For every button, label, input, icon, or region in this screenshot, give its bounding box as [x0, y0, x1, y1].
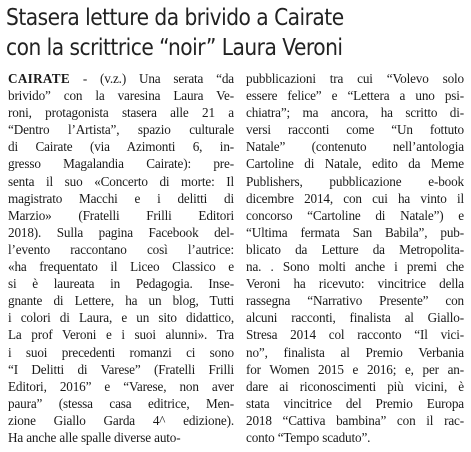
text-line: for Women 2015 e 2016; e, per an- — [246, 361, 464, 377]
text-line: gresso Magalandia Cairate): pre- — [8, 156, 234, 172]
text-line: magistrato Macchi e i delitti di — [8, 190, 234, 206]
text-line: chiatra”; ma ancora, ha scritto di- — [246, 105, 464, 121]
dateline: CAIRATE — [8, 71, 70, 86]
text-line: «ha frequentato il Liceo Classico e — [8, 259, 234, 275]
text-line: blicato da Letture da Metropolita- — [246, 241, 464, 257]
text-line: i colori di Laura, e un sito didattico, — [8, 310, 234, 326]
text-line-content: - (v.z.) Una serata “da — [69, 71, 234, 86]
text-line: versi racconti come “Un fottuto — [246, 122, 464, 138]
text-line: dare ai riconoscimenti più vicini, è — [246, 378, 464, 394]
article-column-right — [246, 70, 464, 446]
text-line: senta il suo «Concerto di morte: Il — [8, 173, 234, 189]
text-line: Ha anche alle spalle diverse auto- — [8, 429, 181, 445]
text-line: brivido” con la varesina Laura Ve- — [8, 88, 234, 104]
text-line: Marzio» (Fratelli Frilli Editori — [8, 207, 234, 223]
article-headline — [6, 2, 403, 62]
text-line: rassegna “Narrativo Presente” con — [246, 293, 464, 309]
headline-line-2: con la scrittrice “noir” Laura Veroni — [6, 33, 343, 61]
text-line: roni, protagonista stasera alle 21 a — [8, 105, 234, 121]
text-line: paura” (stessa casa editrice, Men- — [8, 395, 234, 411]
text-line: pubblicazioni tra cui “Volevo solo — [246, 71, 464, 86]
text-line: i suoi precedenti romanzi ci sono — [8, 344, 234, 360]
text-line: “I Delitti di Varese” (Fratelli Frilli — [8, 361, 234, 377]
text-line: “Ultima fermata San Babila”, pub- — [246, 224, 464, 240]
text-line: si è laureata in Pedagogia. Inse- — [8, 276, 234, 292]
article-column-left — [8, 70, 234, 446]
text-line: zione Giallo Garda 4^ edizione). — [8, 412, 234, 428]
text-line — [8, 70, 234, 87]
text-line: l’evento raccontano così l’autrice: — [8, 241, 234, 257]
text-line: Editori, 2016” e “Varese, non aver — [8, 378, 234, 394]
text-line: no”, finalista al Premio Verbania — [246, 344, 464, 360]
headline-line-1: Stasera letture da brivido a Cairate — [6, 3, 344, 31]
text-line: stata vincitrice del Premio Europa — [246, 395, 464, 411]
text-line: La prof Veroni e i suoi alunni». Tra — [8, 327, 234, 343]
text-line: conto “Tempo scaduto”. — [246, 429, 371, 445]
text-line: concorso “Cartoline di Natale”) e — [246, 207, 464, 223]
text-line: Cartoline di Natale, edito da Meme — [246, 156, 464, 172]
text-line: “Dentro l’Artista”, spazio culturale — [8, 122, 234, 138]
text-line: gnante di Lettere, ha un blog, Tutti — [8, 293, 234, 309]
text-line: alcuni racconti, finalista al Giallo- — [246, 310, 464, 326]
text-line: Publishers, pubblicazione e-book — [246, 173, 464, 189]
text-line: Veroni ha ricevuto: vincitrice della — [246, 276, 464, 292]
text-line: dicembre 2014, con cui ha vinto il — [246, 190, 464, 206]
text-line: essere felice” e “Lettera a uno psi- — [246, 88, 464, 104]
text-line: 2018). Sulla pagina Facebook del- — [8, 224, 234, 240]
text-line: na. . Sono molti anche i premi che — [246, 259, 464, 275]
text-line: Stresa 2014 col racconto “Il vici- — [246, 327, 464, 343]
text-line: di Cairate (via Azimonti 6, in- — [8, 139, 234, 155]
text-line: 2018 “Cattiva bambina” con il rac- — [246, 412, 464, 428]
text-line: Natale” (contenuto nell’antologia — [246, 139, 464, 155]
